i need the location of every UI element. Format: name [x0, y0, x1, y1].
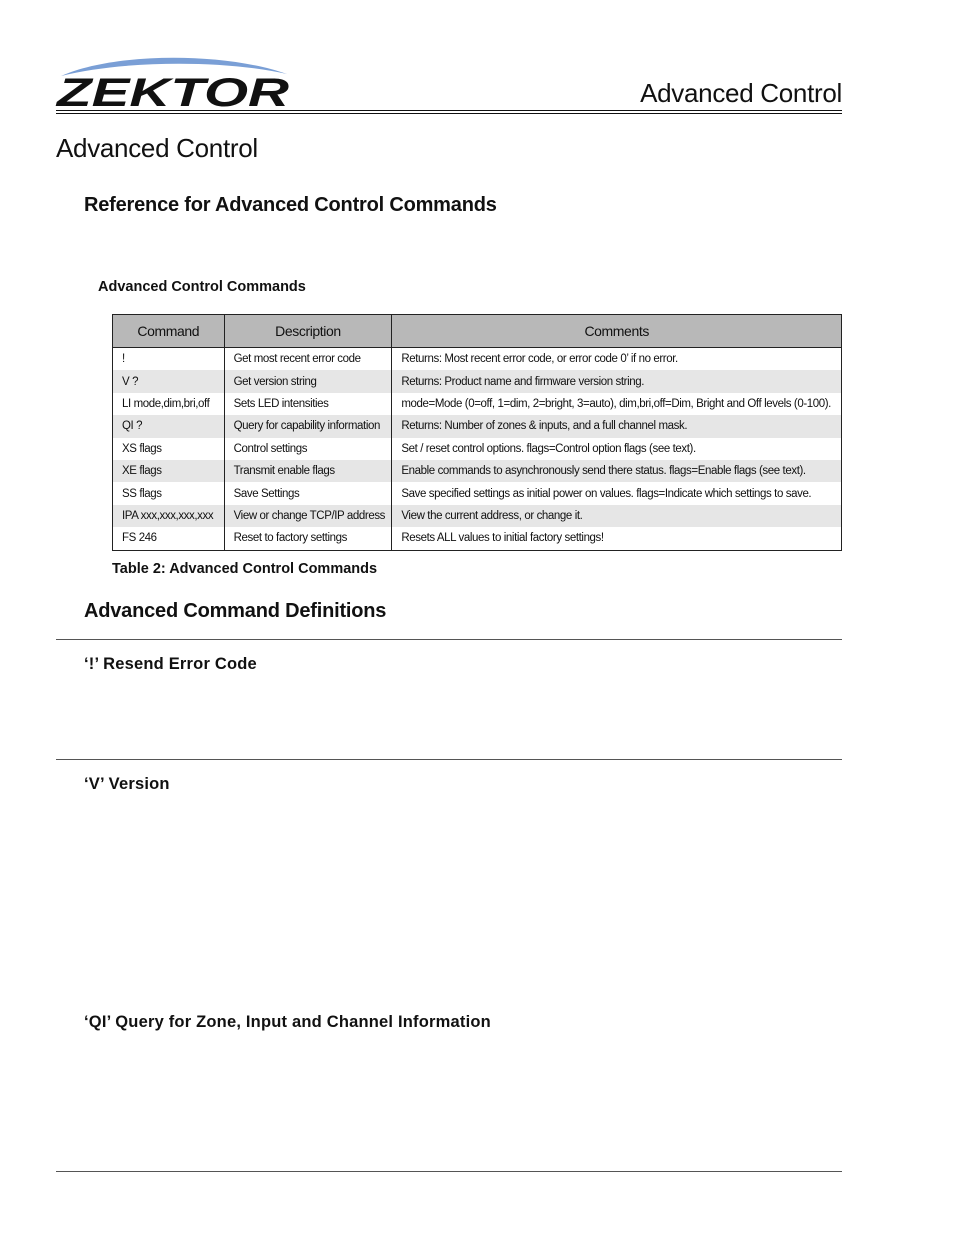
cell-comments: Enable commands to asynchronously send there status. flags=Enable flags (see text).: [392, 460, 842, 482]
cell-command: V ?: [113, 370, 225, 392]
cell-comments: Save specified settings as initial power on values. flags=Indicate which settings to save.: [392, 482, 842, 504]
column-header-comments: Comments: [392, 315, 842, 348]
cell-command: FS 246: [113, 527, 225, 550]
zektor-logo: [55, 54, 291, 110]
cell-command: LI mode,dim,bri,off: [113, 393, 225, 415]
cell-command: IPA xxx,xxx,xxx,xxx: [113, 505, 225, 527]
cell-comments: Set / reset control options. flags=Control option flags (see text).: [392, 438, 842, 460]
cell-description: Reset to factory settings: [224, 527, 392, 550]
table-row: [113, 348, 842, 371]
table-row: [113, 482, 842, 504]
cell-description: Sets LED intensities: [224, 393, 392, 415]
table-caption-bottom: Table 2: Advanced Control Commands: [112, 561, 378, 577]
table-caption-top: Advanced Control Commands: [98, 279, 306, 295]
cell-comments: View the current address, or change it.: [392, 505, 842, 527]
table-row: [113, 505, 842, 527]
header-title: Advanced Control: [640, 78, 842, 108]
table-row: [113, 415, 842, 437]
advanced-commands-table: [112, 314, 842, 551]
definition-title-query-info: ‘QI’ Query for Zone, Input and Channel Information: [84, 1013, 491, 1031]
table-row: [113, 527, 842, 550]
section-heading-reference: Reference for Advanced Control Commands: [84, 194, 497, 216]
table-row: [113, 393, 842, 415]
table-row: [113, 460, 842, 482]
cell-description: Transmit enable flags: [224, 460, 392, 482]
cell-description: View or change TCP/IP address: [224, 505, 392, 527]
cell-command: QI ?: [113, 415, 225, 437]
cell-comments: Returns: Number of zones & inputs, and a full channel mask.: [392, 415, 842, 437]
cell-comments: Returns: Product name and firmware version string.: [392, 370, 842, 392]
cell-command: !: [113, 348, 225, 371]
cell-comments: mode=Mode (0=off, 1=dim, 2=bright, 3=auto), dim,bri,off=Dim, Bright and Off levels (0-100).: [392, 393, 842, 415]
cell-description: Get version string: [224, 370, 392, 392]
section-divider: [56, 1171, 842, 1172]
cell-comments: Resets ALL values to initial factory settings!: [392, 527, 842, 550]
cell-description: Get most recent error code: [224, 348, 392, 371]
header-rule: [56, 110, 842, 111]
cell-description: Query for capability information: [224, 415, 392, 437]
section-heading-definitions: Advanced Command Definitions: [84, 600, 387, 622]
section-divider: [56, 759, 842, 760]
table-header-row: [113, 315, 842, 348]
cell-description: Control settings: [224, 438, 392, 460]
table-row: [113, 438, 842, 460]
cell-command: SS flags: [113, 482, 225, 504]
cell-description: Save Settings: [224, 482, 392, 504]
cell-command: XS flags: [113, 438, 225, 460]
definition-title-version: ‘V’ Version: [84, 775, 170, 793]
page-title: Advanced Control: [56, 133, 258, 163]
cell-comments: Returns: Most recent error code, or error code 0’ if no error.: [392, 348, 842, 371]
table-row: [113, 370, 842, 392]
header-rule-thin: [56, 113, 842, 114]
logo-text: ZEKTOR: [55, 71, 290, 110]
column-header-description: Description: [224, 315, 392, 348]
column-header-command: Command: [113, 315, 225, 348]
section-divider: [56, 639, 842, 640]
cell-command: XE flags: [113, 460, 225, 482]
definition-title-resend-error: ‘!’ Resend Error Code: [84, 655, 257, 673]
